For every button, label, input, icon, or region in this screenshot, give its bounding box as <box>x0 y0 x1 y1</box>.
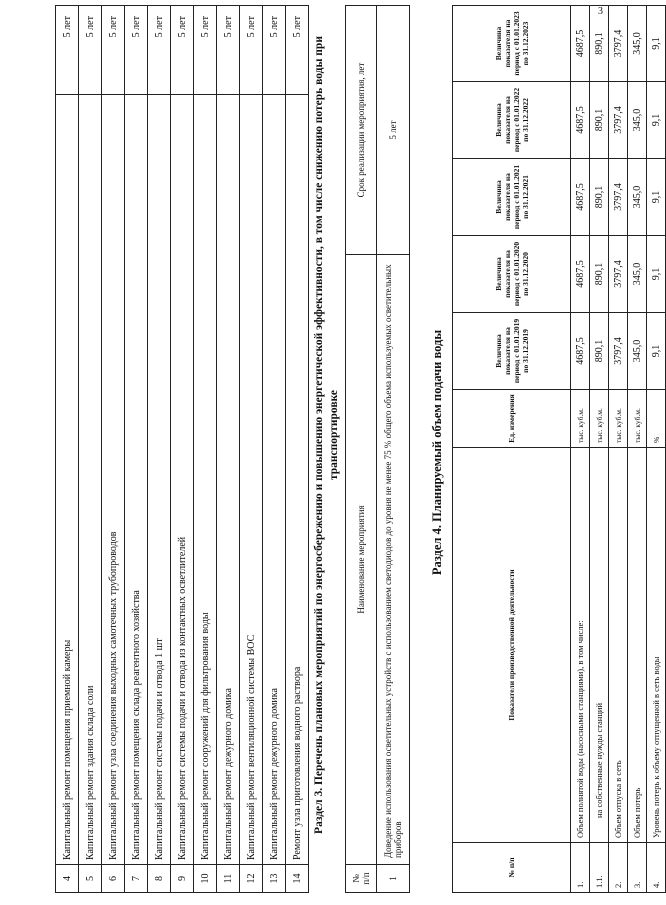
repair-term: 5 лет <box>263 6 286 95</box>
row-value: 890,1 <box>590 236 609 313</box>
repair-term: 5 лет <box>56 6 79 95</box>
row-value: 890,1 <box>590 6 609 82</box>
row-indicator: Уровень потерь к объему отпущенной в сеть воды <box>647 448 666 843</box>
row-value: 3797,4 <box>609 313 628 390</box>
row-no: 4. <box>647 843 666 893</box>
repair-name: Капитальный ремонт сооружений для фильтрования воды <box>194 95 217 865</box>
row-value: 345,0 <box>628 82 647 159</box>
repair-term: 5 лет <box>125 6 148 95</box>
repair-name: Ремонт узла приготовления водного раствора <box>286 95 309 865</box>
row-indicator: на собственные нужды станций <box>590 448 609 843</box>
row-no: 2. <box>609 843 628 893</box>
repair-name: Капитальный ремонт помещения приемной камеры <box>56 95 79 865</box>
row-value: 345,0 <box>628 236 647 313</box>
row-no: 3. <box>628 843 647 893</box>
table-row <box>609 6 628 893</box>
table-row <box>194 6 217 893</box>
repair-no: 5 <box>79 865 102 893</box>
row-value: 9,1 <box>647 82 666 159</box>
row-value: 890,1 <box>590 82 609 159</box>
measure-term: 5 лет <box>377 6 410 255</box>
table-row <box>217 6 240 893</box>
row-indicator: Объем полнятой воды (насосными станциями), в том числе: <box>571 448 590 843</box>
header-period-2019: Величина показателя на период с 01.01.2019 по 31.12.2019 <box>453 313 571 390</box>
row-indicator: Объем потерь <box>628 448 647 843</box>
repair-no: 12 <box>240 865 263 893</box>
repair-no: 10 <box>194 865 217 893</box>
row-no: 1. <box>571 843 590 893</box>
row-value: 4687,5 <box>571 313 590 390</box>
repair-term: 5 лет <box>102 6 125 95</box>
table-row <box>377 6 410 893</box>
repair-no: 6 <box>102 865 125 893</box>
repair-name: Капитальный ремонт вентиляционной системы ВОС <box>240 95 263 865</box>
header-period-2023: Величина показателя на период с 01.01.2023 по 31.12.2023 <box>453 6 571 82</box>
header-unit: Ед. измерения <box>453 390 571 448</box>
measures-table <box>345 5 410 893</box>
page-number: 3 <box>598 6 603 17</box>
repair-no: 8 <box>148 865 171 893</box>
section3-title: Раздел 3. Перечень плановых мероприятий по энергосбережению и повышению энергетической эффективности, в том числе снижению потерь воды при транспортировке <box>313 36 340 834</box>
row-value: 3797,4 <box>609 6 628 82</box>
row-value: 4687,5 <box>571 159 590 236</box>
table-row <box>171 6 194 893</box>
row-unit: тыс. куб.м. <box>571 390 590 448</box>
repair-term: 5 лет <box>148 6 171 95</box>
repair-name: Капитальный ремонт помещения склада реагентного хозяйства <box>125 95 148 865</box>
repair-name: Капитальный ремонт системы подачи и отвода из контактных осветлителей <box>171 95 194 865</box>
measures-header-row <box>346 6 377 893</box>
repair-no: 4 <box>56 865 79 893</box>
table-row <box>571 6 590 893</box>
table-row <box>263 6 286 893</box>
water-volume-table <box>452 5 666 893</box>
row-indicator: Объем отпуска в сеть <box>609 448 628 843</box>
row-value: 345,0 <box>628 313 647 390</box>
header-term: Срок реализации мероприятия, лет <box>346 6 377 255</box>
table-row <box>125 6 148 893</box>
repair-term: 5 лет <box>79 6 102 95</box>
section4-title: Раздел 4. Планируемый объем подачи воды <box>430 329 444 576</box>
header-indicator: Показатели производственной деятельности <box>453 448 571 843</box>
row-value: 890,1 <box>590 159 609 236</box>
row-value: 3797,4 <box>609 236 628 313</box>
row-unit: тыс. куб.м. <box>590 390 609 448</box>
measure-no: 1 <box>377 865 410 893</box>
row-value: 9,1 <box>647 6 666 82</box>
row-no: 1.1. <box>590 843 609 893</box>
header-no: № п/п <box>453 843 571 893</box>
row-value: 9,1 <box>647 159 666 236</box>
repair-no: 13 <box>263 865 286 893</box>
repair-name: Капитальный ремонт дежурного домика <box>217 95 240 865</box>
table-row <box>628 6 647 893</box>
measure-name: Доведение использования осветительных устройств с использованием светодиодов до уровня не менее 75 % общего объема используемых осветительных приборов <box>377 255 410 865</box>
volume-header-row <box>453 6 571 893</box>
repair-term: 5 лет <box>240 6 263 95</box>
row-value: 890,1 <box>590 313 609 390</box>
row-value: 3797,4 <box>609 159 628 236</box>
header-period-2020: Величина показателя на период с 01.01.2020 по 31.12.2020 <box>453 236 571 313</box>
row-value: 345,0 <box>628 159 647 236</box>
table-row <box>647 6 666 893</box>
repair-name: Капитальный ремонт здания склада соли <box>79 95 102 865</box>
table-row <box>286 6 309 893</box>
repair-term: 5 лет <box>171 6 194 95</box>
repair-term: 5 лет <box>217 6 240 95</box>
table-row <box>102 6 125 893</box>
row-value: 9,1 <box>647 236 666 313</box>
table-row <box>148 6 171 893</box>
repair-no: 11 <box>217 865 240 893</box>
row-value: 9,1 <box>647 313 666 390</box>
row-value: 3797,4 <box>609 82 628 159</box>
repair-term: 5 лет <box>286 6 309 95</box>
row-unit: % <box>647 390 666 448</box>
header-measure-name: Наименование мероприятия <box>346 255 377 865</box>
table-row <box>240 6 263 893</box>
repair-no: 7 <box>125 865 148 893</box>
repair-term: 5 лет <box>194 6 217 95</box>
header-period-2022: Величина показателя на период с 01.01.2022 по 31.12.2022 <box>453 82 571 159</box>
row-value: 345,0 <box>628 6 647 82</box>
repair-no: 9 <box>171 865 194 893</box>
header-no: № п/п <box>346 865 377 893</box>
table-row <box>590 6 609 893</box>
repair-name: Капитальный ремонт системы подачи и отвода 1 шт <box>148 95 171 865</box>
table-row <box>56 6 79 893</box>
row-value: 4687,5 <box>571 236 590 313</box>
repair-name: Капитальный ремонт дежурного домика <box>263 95 286 865</box>
row-unit: тыс. куб.м. <box>609 390 628 448</box>
table-row <box>79 6 102 893</box>
row-value: 4687,5 <box>571 82 590 159</box>
repair-no: 14 <box>286 865 309 893</box>
repairs-table <box>55 5 309 893</box>
row-unit: тыс. куб.м. <box>628 390 647 448</box>
row-value: 4687,5 <box>571 6 590 82</box>
repair-name: Капитальный ремонт узла соединения выходных самотечных трубопроводов <box>102 95 125 865</box>
header-period-2021: Величина показателя на период с 01.01.2021 по 31.12.2021 <box>453 159 571 236</box>
